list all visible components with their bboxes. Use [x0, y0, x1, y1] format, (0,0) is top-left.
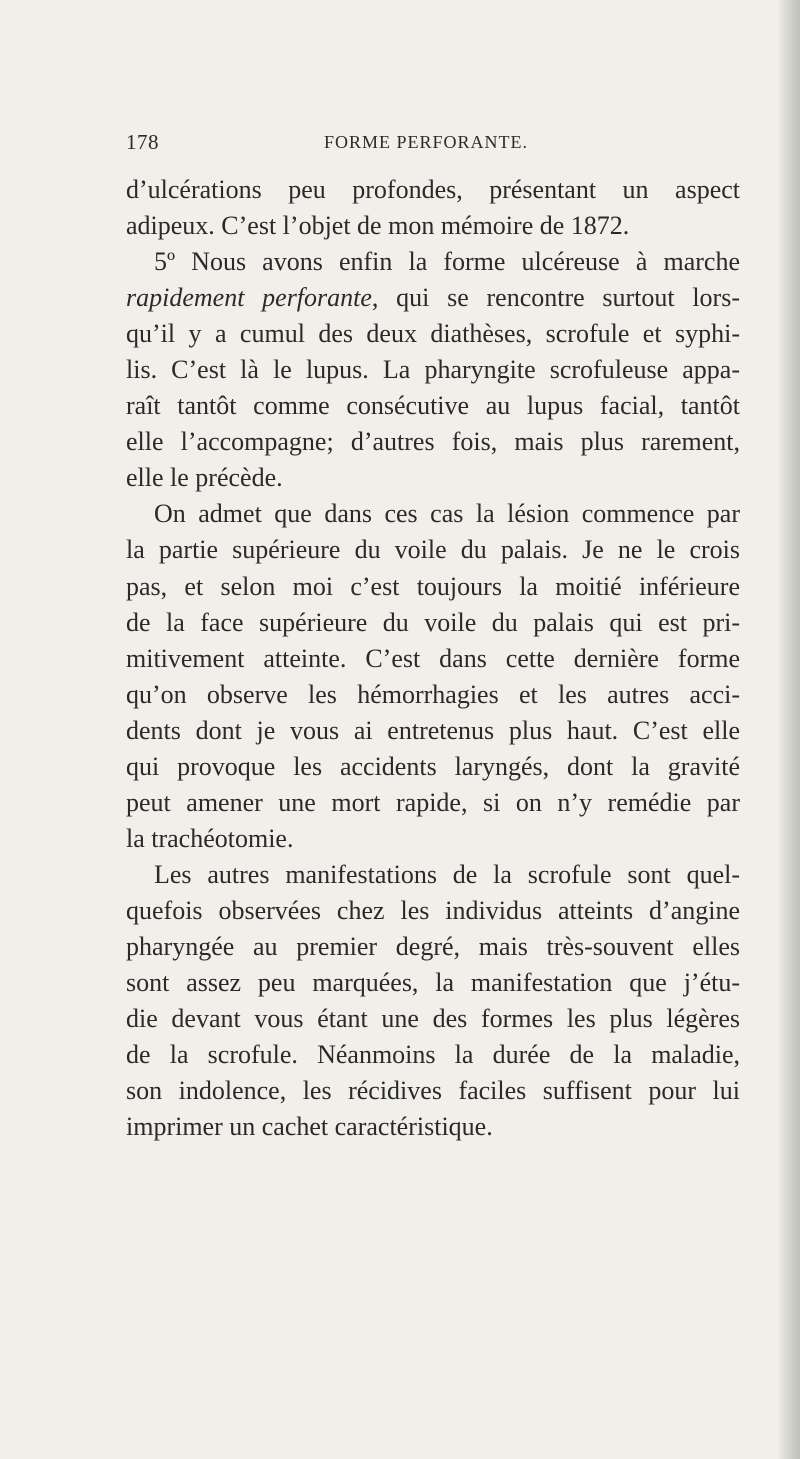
text-line: d’ulcérations peu profondes, présentant un aspect [126, 175, 740, 204]
text-line: pas, et selon moi c’est toujours la moitié inférieure [126, 571, 740, 601]
text-line: qui provoque les accidents laryngés, dont la gravité [126, 751, 740, 781]
text-line: die devant vous étant une des formes les plus légères [126, 1004, 740, 1034]
text-line: raît tantôt comme consécutive au lupus facial, tantôt [126, 391, 740, 421]
text-line: qu’on observe les hémorrhagies et les autres acci- [126, 679, 740, 709]
text-line: elle le précède. [126, 463, 283, 493]
text-line: lis. C’est là le lupus. La pharyngite scrofuleuse appa- [126, 355, 740, 385]
text-line: dents dont je vous ai entretenus plus haut. C’est elle [126, 715, 740, 745]
text-line: elle l’accompagne; d’autres fois, mais plus rarement, [126, 427, 740, 457]
text-line: mitivement atteinte. C’est dans cette dernière forme [126, 643, 740, 673]
body-text [126, 172, 740, 1145]
text-line: de la face supérieure du voile du palais qui est pri- [126, 607, 740, 637]
page-header [126, 130, 726, 160]
text-line: adipeux. C’est l’objet de mon mémoire de 1872. [126, 211, 630, 241]
text-line: sont assez peu marquées, la manifestation que j’étu- [126, 968, 740, 998]
text-line: la trachéotomie. [126, 823, 294, 853]
text-line [126, 280, 740, 316]
text-line: imprimer un cachet caractéristique. [126, 1112, 493, 1142]
text-line: qu’il y a cumul des deux diathèses, scrofule et syphi- [126, 319, 740, 349]
text-line-continuation: , qui se rencontre surtout lors- [371, 283, 740, 313]
text-line: 5º Nous avons enfin la forme ulcéreuse à marche [154, 247, 740, 277]
page-edge-shadow [778, 0, 800, 1459]
text-line: quefois observées chez les individus atteints d’angine [126, 895, 740, 925]
text-line: son indolence, les récidives faciles suffisent pour lui [126, 1076, 740, 1106]
italic-phrase: rapidement perforante [126, 283, 372, 313]
page-number: 178 [126, 130, 159, 154]
text-line: On admet que dans ces cas la lésion commence par [154, 499, 740, 529]
running-head: FORME PERFORANTE. [323, 132, 529, 152]
text-line: Les autres manifestations de la scrofule sont quel- [154, 859, 740, 889]
text-line: de la scrofule. Néanmoins la durée de la maladie, [126, 1040, 740, 1070]
text-line: pharyngée au premier degré, mais très-souvent elles [126, 931, 740, 961]
text-line: peut amener une mort rapide, si on n’y remédie par [126, 787, 740, 817]
text-line: la partie supérieure du voile du palais. Je ne le crois [126, 535, 740, 565]
